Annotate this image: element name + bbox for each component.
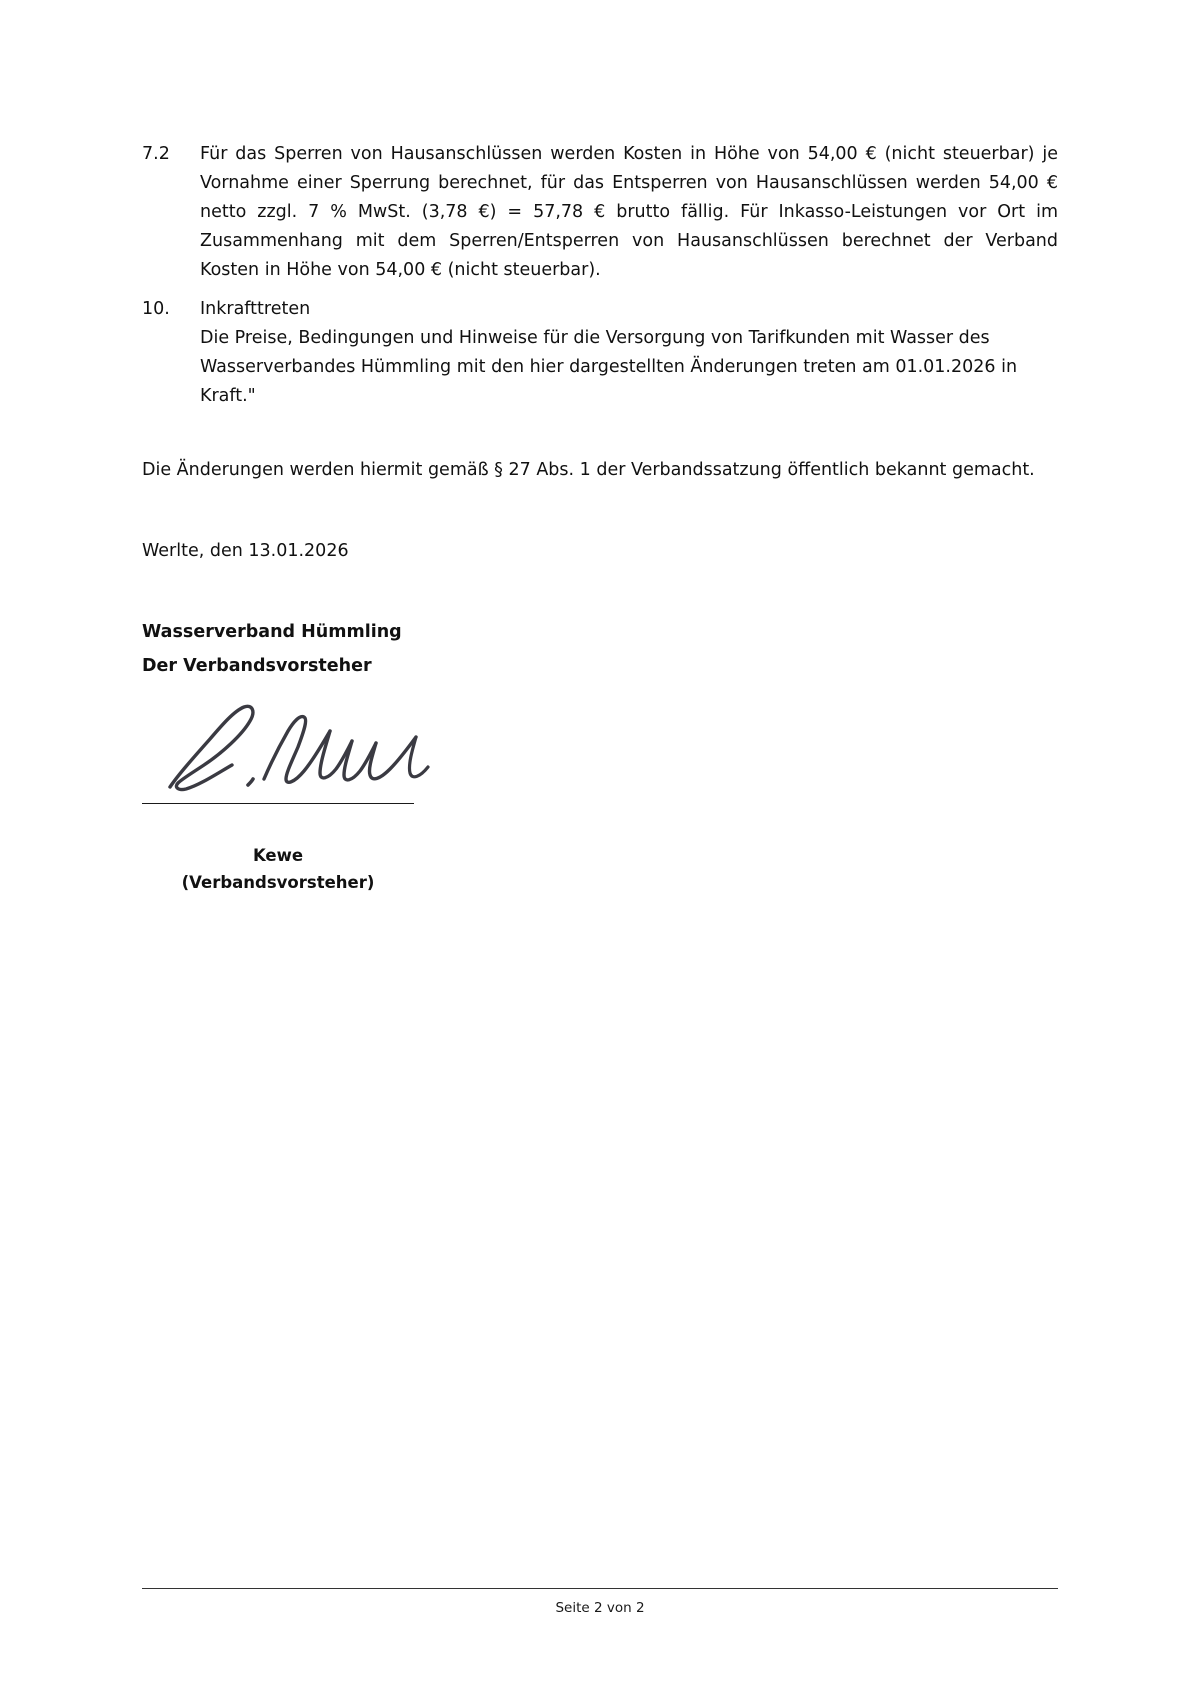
clause-text: Für das Sperren von Hausanschlüssen werden Kosten in Höhe von 54,00 € (nicht steuerbar) je Vornahme einer Sperrung berechnet, für das Entsperren von Hausanschlüssen werden 54,00 € netto zzgl. 7 % MwSt. (3,78 €) = 57,78 € brutto fällig. Für Inkasso-Leistungen vor Ort im Zusammenhang mit dem Sperren/Entsperren von Hausanschlüssen berechnet der Verband Kosten in Höhe von 54,00 € (nicht steuerbar). [200, 144, 1058, 280]
signature-area [142, 695, 562, 825]
signature-organization: Wasserverband Hümmling [142, 622, 402, 642]
signature-role: Der Verbandsvorsteher [142, 656, 372, 676]
clause-7-2 [142, 140, 1058, 285]
signature-name-role: (Verbandsvorsteher) [181, 873, 375, 892]
handwritten-signature-icon [152, 695, 452, 807]
signature-line [142, 803, 414, 804]
page-footer: Seite 2 von 2 [555, 1600, 645, 1616]
signature-name: Kewe [252, 846, 304, 865]
clause-title: Inkrafttreten [200, 299, 311, 319]
clause-content [200, 295, 1058, 411]
clause-10 [142, 295, 1058, 411]
footer-divider [142, 1588, 1058, 1589]
clause-number: 7.2 [142, 144, 170, 164]
clause-number: 10. [142, 299, 170, 319]
dateline: Werlte, den 13.01.2026 [142, 541, 349, 561]
clause-text: Die Preise, Bedingungen und Hinweise für die Versorgung von Tarifkunden mit Wasser des Wasserverbandes Hümmling mit den hier dargestellten Änderungen treten am 01.01.2026 in Kraft." [200, 328, 1018, 406]
document-body [142, 140, 1058, 895]
public-notice-paragraph: Die Änderungen werden hiermit gemäß § 27 Abs. 1 der Verbandssatzung öffentlich bekannt gemacht. [142, 460, 1035, 480]
